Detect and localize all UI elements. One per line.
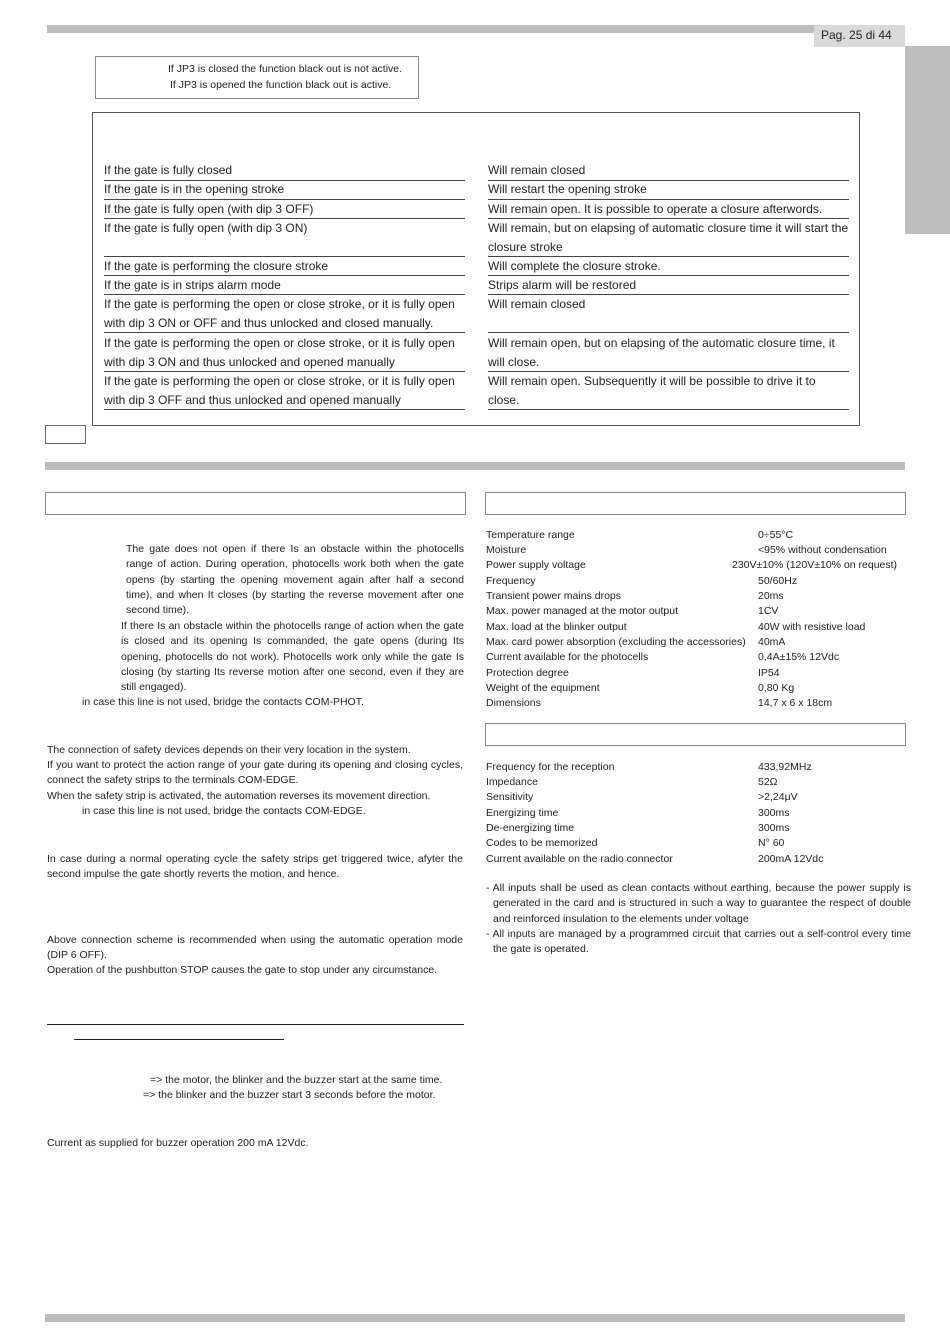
- spec-label: Max. power managed at the motor output: [486, 605, 679, 617]
- spec-label: Current available for the photocells: [486, 651, 649, 663]
- edge-line-1: The connection of safety devices depends on their very location in the system.: [47, 744, 411, 756]
- bottom-rule: [45, 1314, 905, 1322]
- spec-value: 14,7 x 6 x 18cm: [758, 697, 833, 709]
- radio-spec-label: De-energizing time: [486, 822, 575, 834]
- radio-spec-value: N° 60: [758, 837, 785, 849]
- table-row-3-result: Will remain open. It is possible to operate a closure afterwords.: [488, 200, 849, 219]
- spec-value: 40W with resistive load: [758, 621, 866, 633]
- spec-value: 40mA: [758, 636, 786, 648]
- note-marker-box: [45, 425, 86, 444]
- radio-spec-label: Energizing time: [486, 807, 559, 819]
- strip-paragraph: In case during a normal operating cycle the safety strips get triggered twice, afyter the second impulse the gate shortly reverts the motion, and hence.: [47, 853, 463, 881]
- spec-label: Temperature range: [486, 529, 575, 541]
- spec-value: 0÷55°C: [758, 529, 794, 541]
- blinker-rule: [47, 1024, 464, 1025]
- jp3-note-line1: If JP3 is closed the function black out is not active.: [168, 63, 403, 75]
- jp3-note-line2: If JP3 is opened the function black out is active.: [170, 79, 392, 91]
- radio-specs-heading-box: [485, 723, 906, 746]
- table-row-8-result: Will remain open, but on elapsing of the automatic closure time, it will close.: [488, 334, 849, 372]
- photocell-paragraph-2: If there Is an obstacle within the photocells range of action when the gate is closed and its opening Is commanded, the gate opens (during Its opening, photocells do not work). Photocells work only while the gate Is closing (by starting Its reverse motion after one second, even if they are still engaged).: [121, 620, 464, 694]
- table-row-4-condition: If the gate is fully open (with dip 3 ON): [104, 219, 465, 257]
- spec-value: <95% without condensation: [758, 544, 887, 556]
- radio-spec-label: Sensitivity: [486, 791, 534, 803]
- radio-spec-value: 300ms: [758, 807, 790, 819]
- photocell-paragraph-1: The gate does not open if there Is an obstacle within the photocells range of action. During operation, photocells work both when the gate opens (by starting the opening movement again after half a second time), and when It closes (by starting the reverse movement after one second time).: [126, 543, 464, 617]
- spec-label: Power supply voltage: [486, 559, 586, 571]
- table-row-5-condition: If the gate is performing the closure stroke: [104, 257, 465, 276]
- table-row-1-condition: If the gate is fully closed: [104, 161, 465, 181]
- radio-spec-value: >2,24μV: [758, 791, 798, 803]
- table-row-4-result: Will remain, but on elapsing of automatic closure time it will start the closure stroke: [488, 219, 849, 257]
- table-row-5-result: Will complete the closure stroke.: [488, 257, 849, 276]
- spec-value: IP54: [758, 667, 780, 679]
- spec-value: 0,80 Kg: [758, 682, 795, 694]
- table-row-7-result: Will remain closed: [488, 295, 849, 333]
- radio-spec-value: 200mA 12Vdc: [758, 853, 824, 865]
- spec-label: Transient power mains drops: [486, 590, 622, 602]
- spec-label: Max. load at the blinker output: [486, 621, 627, 633]
- left-section-heading-box: [45, 492, 466, 515]
- radio-spec-label: Impedance: [486, 776, 538, 788]
- edge-line-2: If you want to protect the action range of your gate during its opening and closing cycles, connect the safety strips to the terminals COM-EDGE.: [47, 759, 463, 787]
- table-row-2-result: Will restart the opening stroke: [488, 180, 849, 200]
- spec-value: 1CV: [758, 605, 779, 617]
- top-rule: [47, 25, 905, 33]
- table-row-3-condition: If the gate is fully open (with dip 3 OFF): [104, 200, 465, 219]
- spec-value: 230V±10% (120V±10% on request): [732, 559, 898, 571]
- blinker-option-1: => the motor, the blinker and the buzzer start at the same time.: [150, 1074, 443, 1086]
- jp3-note-box: [95, 56, 419, 99]
- side-tab: [905, 46, 950, 234]
- table-row-6-condition: If the gate is in strips alarm mode: [104, 276, 465, 295]
- spec-label: Moisture: [486, 544, 527, 556]
- edge-bridge-note: in case this line is not used, bridge the contacts COM-EDGE.: [82, 805, 366, 817]
- radio-spec-value: 433,92MHz: [758, 761, 812, 773]
- spec-value: 0,4A±15% 12Vdc: [758, 651, 840, 663]
- table-row-7-condition: If the gate is performing the open or close stroke, or it is fully open with dip 3 ON or OFF and thus unlocked and closed manually.: [104, 295, 465, 333]
- table-row-8-condition: If the gate is performing the open or close stroke, or it is fully open with dip 3 ON and thus unlocked and opened manually: [104, 334, 465, 372]
- edge-line-3: When the safety strip is activated, the automation reverses its movement direction.: [47, 790, 431, 802]
- photocell-bridge-note: in case this line is not used, bridge the contacts COM-PHOT.: [82, 696, 364, 708]
- stop-line-2: Operation of the pushbutton STOP causes the gate to stop under any circumstance.: [47, 964, 438, 976]
- spec-label: Max. card power absorption (excluding the accessories): [486, 636, 746, 648]
- spec-value: 50/60Hz: [758, 575, 798, 587]
- tech-specs-heading-box: [485, 492, 906, 515]
- table-row-2-condition: If the gate is in the opening stroke: [104, 180, 465, 200]
- radio-spec-label: Codes to be memorized: [486, 837, 598, 849]
- input-note-2: - All inputs are managed by a programmed circuit that carries out a self-control every time the gate is operated.: [486, 928, 911, 956]
- blinker-option-2: => the blinker and the buzzer start 3 seconds before the motor.: [143, 1089, 436, 1101]
- radio-spec-label: Frequency for the reception: [486, 761, 615, 773]
- buzzer-note: Current as supplied for buzzer operation 200 mA 12Vdc.: [47, 1137, 309, 1149]
- spec-label: Protection degree: [486, 667, 569, 679]
- radio-spec-label: Current available on the radio connector: [486, 853, 673, 865]
- spec-label: Frequency: [486, 575, 536, 587]
- stop-line-1: Above connection scheme is recommended when using the automatic operation mode (DIP 6 OFF).: [47, 934, 463, 962]
- table-row-9-condition: If the gate is performing the open or close stroke, or it is fully open with dip 3 OFF and thus unlocked and opened manually: [104, 372, 465, 410]
- section-rule: [45, 462, 905, 470]
- spec-label: Dimensions: [486, 697, 541, 709]
- blinker-sub-rule: [74, 1039, 284, 1040]
- page-number: Pag. 25 di 44: [821, 28, 892, 42]
- input-note-1: - All inputs shall be used as clean contacts without earthing, because the power supply is generated in the card and is structured in such a way to guarantee the respect of double and reinforced insulation to the elements under voltage: [486, 882, 911, 925]
- spec-value: 20ms: [758, 590, 784, 602]
- table-row-6-result: Strips alarm will be restored: [488, 276, 849, 295]
- radio-spec-value: 300ms: [758, 822, 790, 834]
- table-row-1-result: Will remain closed: [488, 161, 849, 181]
- radio-spec-value: 52Ω: [758, 776, 778, 788]
- table-row-9-result: Will remain open. Subsequently it will be possible to drive it to close.: [488, 372, 849, 410]
- spec-label: Weight of the equipment: [486, 682, 600, 694]
